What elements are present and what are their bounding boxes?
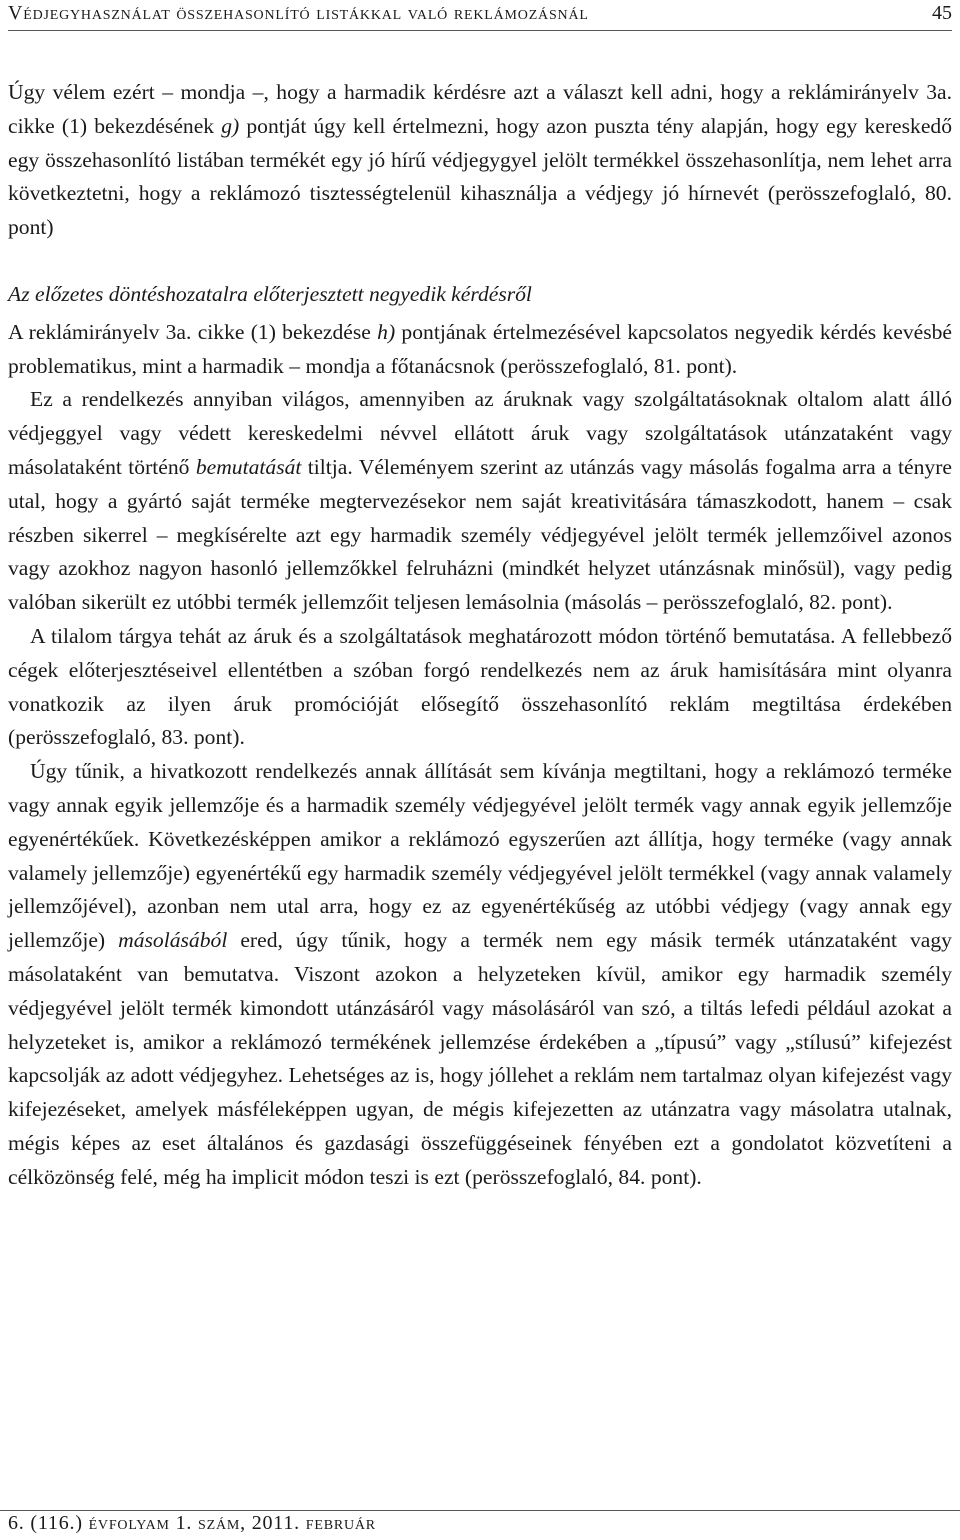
paragraph-1-text-a: Úgy vélem ezért – mondja –, hogy a harmadik kérdésre azt a választ kell adni, hogy a reklámirányelv 3a. cikke (1) bekezdésének [8,80,952,138]
paragraph-4: A tilalom tárgya tehát az áruk és a szolgáltatások meghatározott módon történő bemutatása. A fellebbező cégek előterjesztéseivel ellentétben a szóban forgó rendelkezés nem az áruk hamisítására mint olyanra vonatkozik az ilyen áruk promócióját elősegítő összehasonlító reklám megtiltása érdekében (perösszefoglaló, 83. pont). [8,623,952,750]
paragraph-2-text-a: A reklámirányelv 3a. cikke (1) bekezdése [8,319,378,344]
paragraph-2-emphasis: h) [377,319,396,344]
paragraph-5-text-a: Úgy tűnik, a hivatkozott rendelkezés annak állítását sem kívánja megtiltani, hogy a reklámozó terméke vagy annak egyik jellemzője és a harmadik személy védjegyével jelölt termék vagy annak egyik jellemzője egyenértékűek. Következésképpen amikor a reklámozó egyszerűen azt állítja, hogy terméke (vagy annak valamely jellemzője) egyenértékű egy harmadik személy védjegyével jelölt termékkel (vagy annak valamely jellemzőjével), azonban nem utal arra, hogy ez az egyenértékűség az utóbbi védjegy (vagy annak egy jellemzője) [8,759,952,953]
paragraph-5-emphasis: másolásából [118,928,228,953]
page-number: 45 [932,2,952,24]
paragraph-2 [8,316,952,384]
paragraph-1-text-c: pontját úgy kell értelmezni, hogy azon puszta tény alapján, hogy egy kereskedő egy összehasonlító listában termékét egy jó hírű védjegygyel jelölt termékkel összehasonlítja, nem lehet arra következtetni, hogy a reklámozó tisztességtelenül kihasználja a védjegy jó hírnevét (perösszefoglaló, 80. pont) [8,113,953,240]
running-header-title: Védjegyhasználat összehasonlító listákkal való reklámozásnál [8,2,589,24]
paragraph-2-text-c: pontjának értelmezésével kapcsolatos negyedik kérdés kevésbé problematikus, mint a harmadik – mondja a főtanácsnok (perösszefoglaló, 81. pont). [8,319,952,378]
issue-info: 6. (116.) évfolyam 1. szám, 2011. február [8,1512,376,1534]
paragraph-5 [8,755,952,1194]
paragraph-3-emphasis: bemutatását [195,454,302,479]
article-body [8,76,952,1195]
paragraph-3 [8,383,952,620]
paragraph-3-text-c: tiltja. Véleményem szerint az utánzás vagy másolás fogalma arra a tényre utal, hogy a gyártó saját terméke megtervezésekor nem saját kreativitására támaszkodott, hanem – csak részben sikerrel – megkísérelte azt egy harmadik személy védjegyével jelölt termék jellemzőivel azonos vagy azokhoz nagyon hasonló jellemzőkkel felruházni (mindkét helyzet utánzásnak minősül), vagy pedig valóban sikerült ez utóbbi termék jellemzőit teljesen lemásolnia (másolás – perösszefoglaló, 82. pont). [8,454,952,615]
paragraph-1 [8,76,952,245]
running-header [8,0,952,31]
paragraph-3-text-a: Ez a rendelkezés annyiban világos, amennyiben az áruknak vagy szolgáltatásoknak oltalom alatt álló védjeggyel vagy védett kereskedelmi névvel ellátott áruk vagy szolgáltatások utánzataként vagy másolataként történő [8,387,952,479]
running-footer [0,1510,960,1540]
paragraph-5-text-c: ered, úgy tűnik, hogy a termék nem egy másik termék utánzataként vagy másolataként van bemutatva. Viszont azokon a helyzeteken kívül, amikor egy harmadik személy védjegyével jelölt termék kimondott utánzásáról vagy másolásáról van szó, a tiltás lefedi például azokat a helyzeteket is, amikor a reklámozó termékének jellemzése érdekében a „típusú” vagy „stílusú” kifejezést kapcsolják az adott védjegyhez. Lehetséges az is, hogy jóllehet a reklám nem tartalmaz olyan kifejezést vagy kifejezéseket, amelyek másféleképpen ugyan, de mégis kifejezetten az utánzatra vagy másolatra utalnak, mégis képes az eset általános és gazdasági összefüggéseinek fényében ezt a gondolatot közvetíteni a célközönség felé, még ha implicit módon teszi is ezt (perösszefoglaló, 84. pont). [8,928,952,1189]
paragraph-1-emphasis: g) [221,113,240,138]
section-heading: Az előzetes döntéshozatalra előterjesztett negyedik kérdésről [8,281,532,306]
